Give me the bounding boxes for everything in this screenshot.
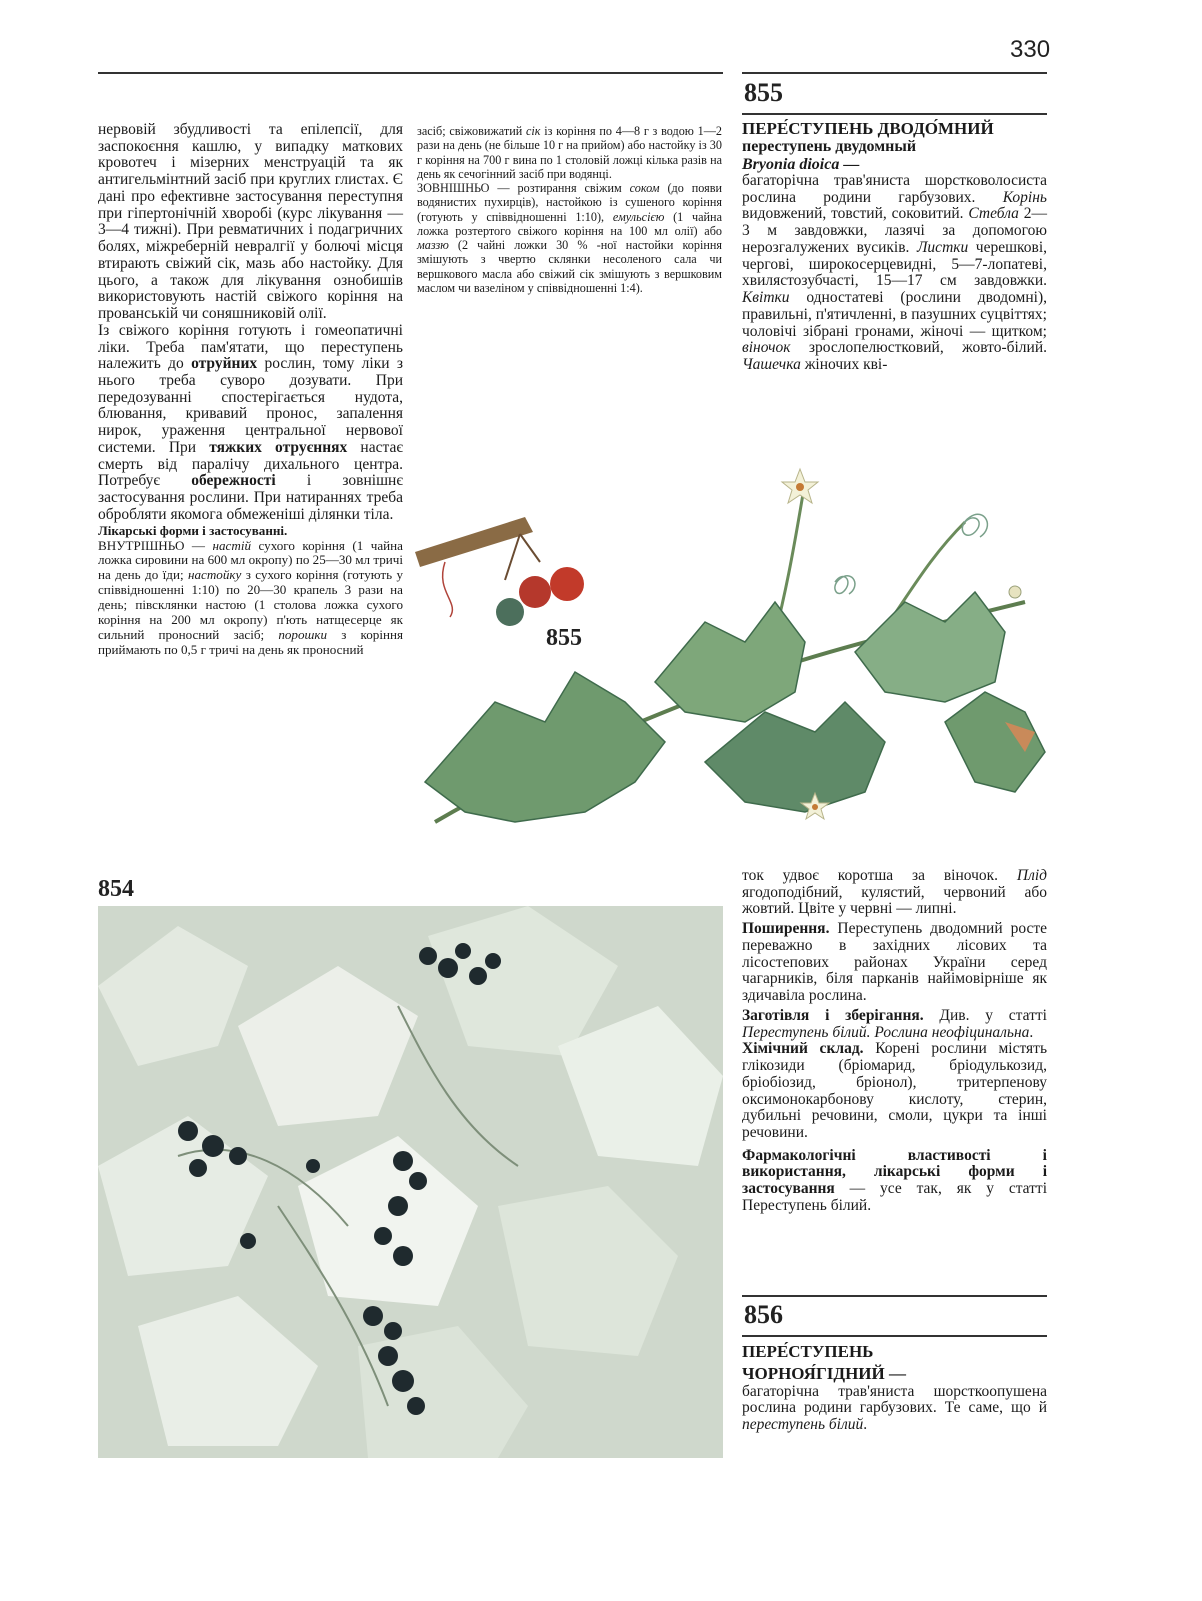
entry-856-number: 856: [744, 1300, 783, 1329]
green-berry: [496, 598, 524, 626]
entry-855-distribution: Поширення. Переступень дводомний росте переважно в західних лісових та лісостепових районах України серед чагарників, біля парканів найімовірніше як здичавіла рослина.: [742, 920, 1047, 1005]
red-berry: [519, 576, 551, 608]
entry-856-description: [742, 1343, 1047, 1434]
red-berry: [550, 567, 584, 601]
column-1: [98, 122, 403, 658]
illustration-label: 855: [546, 625, 582, 651]
entry-855-continuation: [742, 868, 1047, 1215]
col2-paragraph-1: засіб; свіжовижатий сік із коріння по 4—8 г з водою 1—2 рази на день (не більше 10 г на прийом) або настойку із 30 г коріння на 700 г вина по 1 столовій ложці кілька разів на день як сечогінний засіб при водянці.: [417, 124, 723, 181]
leaf: [655, 602, 805, 722]
entry-855-fruit: ток удвоє коротша за віночок. Плід ягодоподібний, кулястий, червоний або жовтий. Цвіте у червні — липні.: [742, 867, 1047, 918]
entry-855-title: ПЕРЕ́СТУПЕНЬ ДВОДО́МНИЙ: [742, 119, 994, 138]
header-rule-right: [742, 72, 1047, 74]
header-rule-left: [98, 72, 723, 74]
entry-855-morphology: багаторічна трав'яниста шорстковолосиста рослина родини гарбузових. Корінь видовжений, товстий, соковитий. Стебла 2—3 м завдовжки, лазячі за допомогою нерозгалужених вусиків. Листки черешкові, чергові, широкосерцевидні, 5—7-лопатеві, хвилястозубчасті, 15—17 см завдовжки. Квітки одностатеві (рослини дводомні), правильні, п'ятичленні, в пазушних суцвіттях; чоловічі зібрані гронами, жіночі — щитком; віночок зрослопелюстковий, жовто-білий. Чашечка жіночих кві-: [742, 171, 1048, 373]
branch-shape: [415, 517, 533, 567]
entry-855-description: [742, 120, 1047, 374]
col1-forms: Лікарські форми і застосуванні. ВНУТРІШНЬО — настій сухого коріння (1 чайна ложка сировини на 600 мл окропу) по 25—30 мл тричі на день до їди; настойку з сухого коріння (готують у співвідношенні 1:10) по 20—30 крапель 3 рази на день; півсклянки настою (1 столова ложка сухого коріння на 200 мл окропу) п'ють натщесерце як сильний проносний засіб; порошки з коріння приймають по 0,5 г тричі на день як проносний: [98, 522, 403, 657]
tendril-red: [443, 562, 453, 617]
entry-856-text: багаторічна трав'яниста шорсткоопушена рослина родини гарбузових. Те саме, що й переступень білий.: [742, 1382, 1047, 1434]
tendril: [835, 576, 855, 594]
leaf: [425, 672, 665, 822]
plant-illustration: [405, 452, 1055, 862]
forms-heading: Лікарські форми і застосуванні.: [98, 522, 288, 538]
tendril: [962, 514, 987, 537]
entry-856-top-rule: [742, 1295, 1047, 1297]
photo-label: 854: [98, 876, 134, 902]
entry-855-latin-name: Bryonia dioica —: [742, 155, 860, 173]
entry-855-number: 855: [744, 78, 783, 107]
entry-856-rule: [742, 1335, 1047, 1337]
entry-856-title-line-1: ПЕРЕ́СТУПЕНЬ: [742, 1342, 874, 1361]
col1-paragraph-1: нервовій збудливості та епілепсії, для заспокоєння кашлю, у випадку маткових кровотеч і мізерних менструацій та як антигельмінтний засіб при круглих глистах. Є дані про ефективне застосування переступня при гіпертонічній хворобі (курс лікування — 3—4 тижні). При ревматичних і подагричних болях, міжреберній невралгії у болючі місця втирають свіжий сік, мазь або настойку. Для цього, а також для лікування ознобишів використовують настій свіжого коріння на прованській чи соняшниковій олії.: [98, 121, 403, 323]
plant-photo: [98, 906, 723, 1458]
col1-paragraph-2: Із свіжого коріння готують і гомеопатичні ліки. Треба пам'ятати, що переступень належить до отруйних рослин, тому ліки з нього треба суворо дозувати. При передозуванні спостерігається нудота, блювання, кривавий пронос, запалення нирок, ураження центральної нервової системи. При тяжких отруєннях настає смерть від паралічу дихального центра. Потребує обережності і зовнішнє застосування рослини. При натираннях треба обробляти якомога обмеженіші ділянки тіла.: [98, 321, 403, 523]
entry-855-rule: [742, 113, 1047, 115]
column-2: [417, 124, 722, 295]
entry-856-title-line-2: ЧОРНОЯ́ГІДНИЙ —: [742, 1364, 907, 1384]
entry-855-harvest: Заготівля і зберігання. Див. у статті Переступень білий. Рослина неофіцинальна.: [742, 1006, 1047, 1041]
entry-855-chemistry: Хімічний склад. Корені рослини містять глікозиди (бріомарид, бріодулькозид, бріобіозид, бріонол), тритерпенову оксимонокарбонову кислоту, стерин, дубильні речовини, смоли, цукри та інші речовини.: [742, 1040, 1048, 1142]
flower: [782, 469, 818, 503]
entry-855-russian-name: переступень двудомный: [742, 138, 917, 156]
leaf: [855, 592, 1005, 702]
flower-bud: [1009, 586, 1021, 598]
entry-855-pharmacology: Фармакологічні властивості і використання, лікарські форми і застосування — усе так, як у статті Переступень білий.: [742, 1146, 1047, 1214]
col2-paragraph-2: ЗОВНІШНЬО — розтирання свіжим соком (до появи водянистих пухирців), настойкою із сушеного коріння (готують у співвідношенні 1:10), емульсією (1 чайна ложка розтертого свіжого коріння на 100 мл олії) або маззю (2 чайні ложки 30 % -ної настойки коріння змішують з чвертю склянки несоленого сала чи вершкового масла або свіжий сік змішують з вершковим маслом чи вазеліном у співвідношенні 1:4).: [417, 181, 722, 295]
page-number: 330: [1010, 36, 1051, 63]
